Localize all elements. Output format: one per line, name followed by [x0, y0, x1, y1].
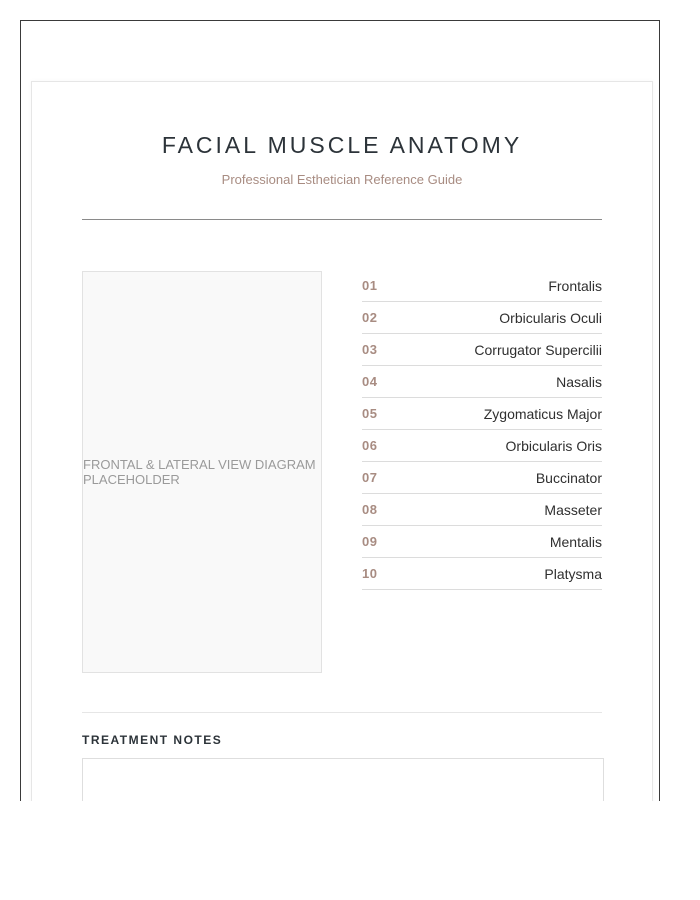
muscle-number: 03 — [362, 342, 378, 357]
muscle-list-item — [362, 334, 602, 366]
page-frame — [20, 20, 660, 801]
muscle-list-item — [362, 558, 602, 590]
muscle-name: Masseter — [544, 501, 602, 518]
muscle-number: 06 — [362, 438, 378, 453]
muscle-name: Nasalis — [556, 373, 602, 390]
notes-divider — [82, 712, 602, 713]
muscle-name: Corrugator Supercilii — [474, 341, 602, 358]
muscle-number: 04 — [362, 374, 378, 389]
muscle-number: 08 — [362, 502, 378, 517]
muscle-name: Mentalis — [549, 533, 602, 550]
page-subtitle: Professional Esthetician Reference Guide — [221, 172, 463, 187]
muscle-list-item — [362, 462, 602, 494]
title-divider — [82, 219, 602, 220]
diagram-placeholder-label: FRONTAL & LATERAL VIEW DIAGRAM PLACEHOLDER — [83, 457, 316, 487]
muscle-number: 07 — [362, 470, 378, 485]
muscle-number: 10 — [362, 566, 378, 581]
muscle-number: 02 — [362, 310, 378, 325]
muscle-list — [362, 270, 602, 590]
muscle-number: 09 — [362, 534, 378, 549]
muscle-number: 01 — [362, 278, 378, 293]
muscle-list-item — [362, 270, 602, 302]
muscle-list-item — [362, 398, 602, 430]
anatomy-diagram-placeholder — [82, 271, 322, 673]
muscle-name: Orbicularis Oris — [505, 437, 602, 454]
muscle-number: 05 — [362, 406, 378, 421]
muscle-list-item — [362, 494, 602, 526]
muscle-name: Frontalis — [548, 277, 602, 294]
muscle-list-item — [362, 526, 602, 558]
muscle-name: Buccinator — [535, 469, 602, 486]
treatment-notes-label: TREATMENT NOTES — [82, 733, 223, 747]
reference-sheet — [31, 81, 653, 801]
muscle-list-item — [362, 302, 602, 334]
muscle-list-item — [362, 430, 602, 462]
muscle-name: Platysma — [544, 565, 602, 582]
page-title: FACIAL MUSCLE ANATOMY — [161, 132, 523, 158]
muscle-list-item — [362, 366, 602, 398]
muscle-name: Zygomaticus Major — [483, 405, 602, 422]
treatment-notes-field[interactable] — [82, 758, 604, 801]
muscle-name: Orbicularis Oculi — [499, 309, 602, 326]
